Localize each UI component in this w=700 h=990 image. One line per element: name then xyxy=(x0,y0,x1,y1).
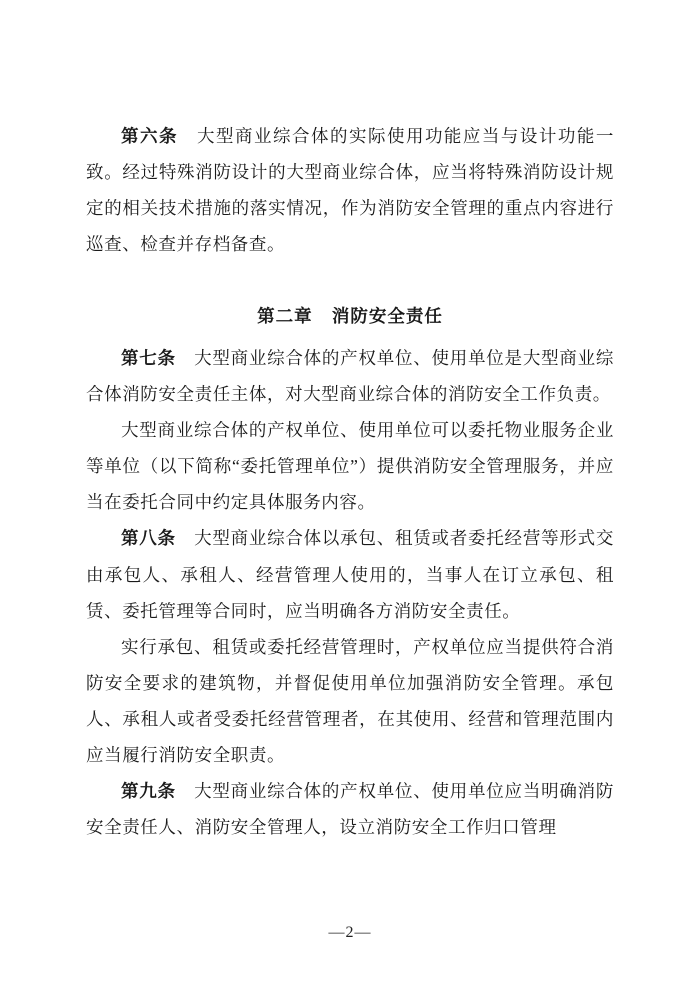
paragraph-article-seven-continued xyxy=(86,412,614,520)
chapter-heading xyxy=(86,298,614,334)
article-text-six: 大型商业综合体的实际使用功能应当与设计功能一致。经过特殊消防设计的大型商业综合体，应当将特殊消防设计规定的相关技术措施的落实情况，作为消防安全管理的重点内容进行巡查、检查并存档备查。 xyxy=(86,126,614,255)
article-label-six: 第六条 xyxy=(121,126,178,146)
article-text-eight: 大型商业综合体以承包、租赁或者委托经营等形式交由承包人、承租人、经营管理人使用的，当事人在订立承包、租赁、委托管理等合同时，应当明确各方消防安全责任。 xyxy=(86,528,614,621)
chapter-title: 消防安全责任 xyxy=(331,306,443,327)
paragraph-spacer xyxy=(86,262,614,276)
article-label-eight: 第八条 xyxy=(121,528,176,549)
document-body xyxy=(86,118,614,845)
paragraph-article-six xyxy=(86,118,614,262)
chapter-number: 第二章 xyxy=(257,306,313,327)
article-label-seven: 第七条 xyxy=(121,348,176,369)
article-text-eight-continued: 实行承包、租赁或委托经营管理时，产权单位应当提供符合消防安全要求的建筑物，并督促使用单位加强消防安全管理。承包人、承租人或者受委托经营管理者，在其使用、经营和管理范围内应当履行消防安全职责。 xyxy=(86,636,614,765)
article-text-nine: 大型商业综合体的产权单位、使用单位应当明确消防安全责任人、消防安全管理人，设立消防安全工作归口管理 xyxy=(86,780,614,837)
article-label-nine: 第九条 xyxy=(121,780,176,801)
paragraph-article-eight-continued xyxy=(86,629,614,773)
paragraph-article-eight xyxy=(86,520,614,628)
article-text-seven-continued: 大型商业综合体的产权单位、使用单位可以委托物业服务企业等单位（以下简称“委托管理单位”）提供消防安全管理服务，并应当在委托合同中约定具体服务内容。 xyxy=(86,420,614,513)
page-number: —2— xyxy=(328,924,372,941)
paragraph-article-nine xyxy=(86,773,614,845)
paragraph-article-seven xyxy=(86,340,614,412)
article-text-seven: 大型商业综合体的产权单位、使用单位是大型商业综合体消防安全责任主体，对大型商业综合体的消防安全工作负责。 xyxy=(86,348,614,405)
